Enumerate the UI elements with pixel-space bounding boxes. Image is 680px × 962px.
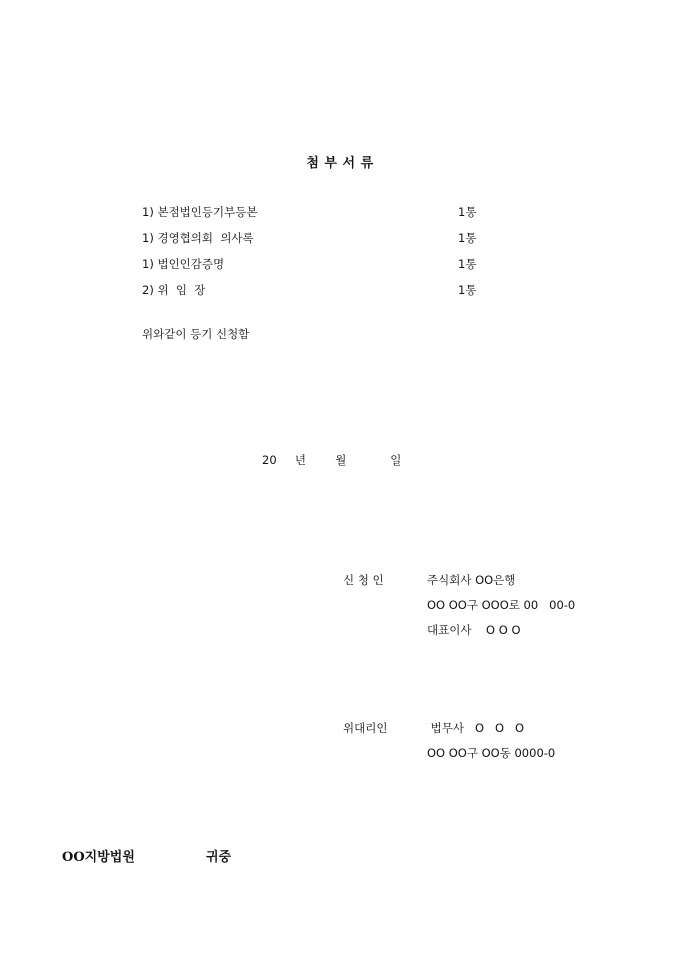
applicant-company: 주식회사 OO은행 xyxy=(427,573,516,587)
attachment-row xyxy=(142,226,502,252)
attachment-row xyxy=(142,200,502,226)
application-statement: 위와같이 등기 신청함 xyxy=(142,327,250,341)
attachment-quantity: 1통 xyxy=(458,205,477,219)
court-name: OO지방법원 xyxy=(62,850,135,865)
document-title: 첨 부 서 류 xyxy=(306,156,374,171)
attachment-row xyxy=(142,252,502,278)
attachment-quantity: 1통 xyxy=(458,231,477,245)
applicant-label: 신 청 인 xyxy=(343,573,384,587)
attachment-quantity: 1통 xyxy=(458,283,477,297)
attachment-quantity: 1통 xyxy=(458,257,477,271)
addressee-line xyxy=(62,846,231,865)
attachment-row xyxy=(142,278,502,304)
attachment-item: 2) 위 임 장 xyxy=(142,283,206,297)
applicant-representative: 대표이사 O O O xyxy=(427,623,521,637)
attachment-list xyxy=(142,200,502,304)
honorific: 귀중 xyxy=(206,850,232,865)
agent-label: 위대리인 xyxy=(343,721,388,735)
attachment-item: 1) 본점법인등기부등본 xyxy=(142,205,258,219)
applicant-address: OO OO구 OOO로 00 00-0 xyxy=(427,598,576,612)
agent-details xyxy=(427,720,555,770)
agent-address: OO OO구 OO동 0000-0 xyxy=(427,746,556,760)
date-line: 20 년 월 일 xyxy=(262,453,402,467)
applicant-details xyxy=(427,572,575,647)
attachment-item: 1) 경영협의회 의사록 xyxy=(142,231,254,245)
agent-name: 법무사 O O O xyxy=(427,721,525,735)
attachment-item: 1) 법인인감증명 xyxy=(142,257,225,271)
